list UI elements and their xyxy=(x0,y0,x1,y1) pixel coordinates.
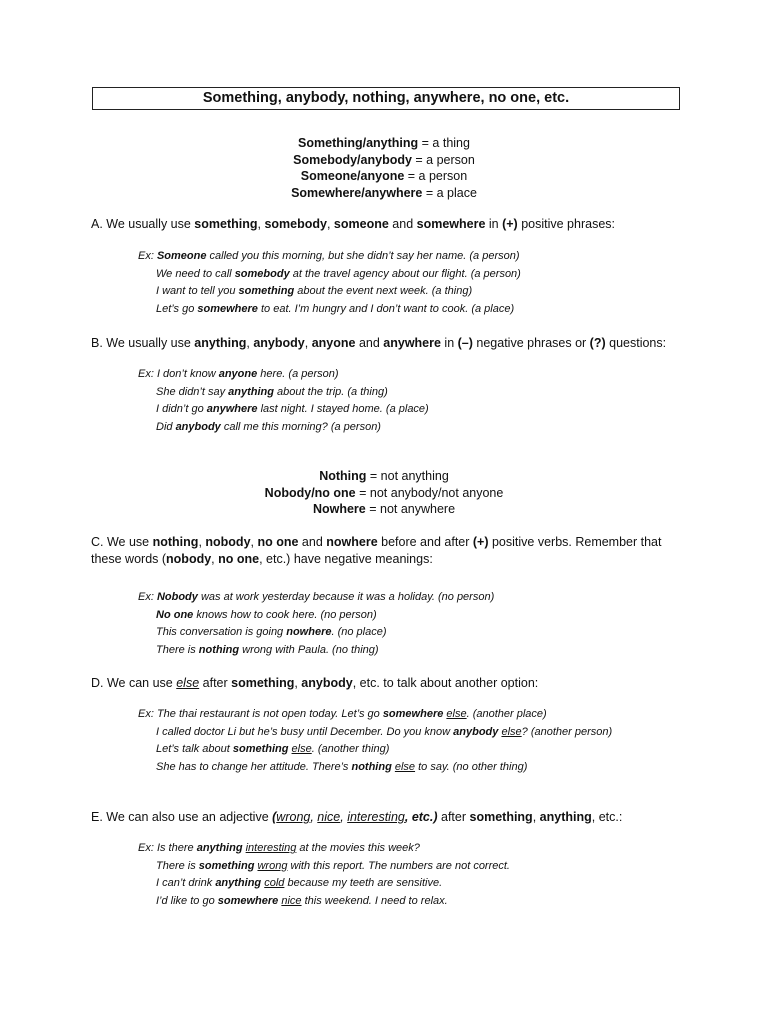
text-run: Let’s go xyxy=(156,302,198,315)
keyword: nothing xyxy=(351,760,392,773)
keyword: something xyxy=(231,676,295,690)
text-run: this weekend. I need to relax. xyxy=(301,894,448,907)
keyword: somewhere xyxy=(217,894,279,907)
text-run: A. We usually use xyxy=(91,217,195,231)
rule-d xyxy=(91,675,691,692)
example-line xyxy=(138,266,698,284)
keyword: someone xyxy=(333,217,389,231)
text-run: I didn’t go xyxy=(156,403,207,415)
text-run: , xyxy=(340,810,348,824)
keyword: no one xyxy=(257,535,299,549)
definition-term: Nowhere xyxy=(312,502,366,516)
definition-term: Nobody/no one xyxy=(264,485,356,500)
keyword: something xyxy=(469,810,533,824)
page-title: Something, anybody, nothing, anywhere, no one, etc. xyxy=(92,87,680,110)
example-line xyxy=(138,759,698,777)
definition-line xyxy=(0,168,768,185)
text-run: and xyxy=(388,217,417,231)
text-run: Ex: The thai restaurant is not open today. Let’s go xyxy=(138,708,383,720)
text-run: There is xyxy=(156,859,199,872)
keyword: anyone xyxy=(218,368,258,380)
text-run: at the travel agency about our flight. (a person) xyxy=(289,267,521,280)
definition-meaning: = a person xyxy=(404,169,468,183)
text-run: here. (a person) xyxy=(257,368,339,380)
keyword: (?) xyxy=(589,336,606,350)
definition-line xyxy=(0,135,768,152)
keyword: something xyxy=(232,743,289,755)
example-line xyxy=(138,607,698,625)
text-run: , xyxy=(294,676,302,690)
underlined-word: else xyxy=(446,708,467,720)
keyword: somewhere xyxy=(382,708,444,720)
text-run: There is xyxy=(156,643,199,656)
definition-meaning: = a person xyxy=(411,152,475,167)
keyword: (+) xyxy=(472,535,489,549)
keyword: anyone xyxy=(311,336,356,350)
example-line xyxy=(138,301,698,319)
underlined-word: cold xyxy=(264,877,285,889)
text-run: We need to call xyxy=(156,267,235,280)
example-line xyxy=(138,624,698,642)
text-run: I’d like to go xyxy=(156,894,218,907)
text-run: after xyxy=(199,676,232,690)
example-line xyxy=(138,858,698,876)
definition-term: Someone/anyone xyxy=(300,169,405,183)
example-line xyxy=(138,419,698,437)
definition-line xyxy=(0,501,768,518)
text-run: , xyxy=(250,535,258,549)
keyword: somebody xyxy=(264,217,327,231)
keyword: Someone xyxy=(156,250,207,262)
text-run: called you this morning, but she didn’t say her name. (a person) xyxy=(206,250,520,262)
example-line xyxy=(138,724,698,742)
text-run: with this report. The numbers are not correct. xyxy=(287,859,510,872)
text-run: , xyxy=(304,336,312,350)
examples-a xyxy=(138,248,698,318)
text-run: I called doctor Li but he’s busy until December. Do you know xyxy=(156,725,454,738)
keyword: anything xyxy=(215,877,262,889)
definition-meaning: = not anybody/not anyone xyxy=(355,485,504,500)
underlined-word: else xyxy=(176,676,200,690)
text-run: and xyxy=(298,535,327,549)
examples-b xyxy=(138,366,698,436)
keyword: , etc.) xyxy=(404,810,438,824)
keyword: no one xyxy=(218,551,260,566)
definition-term: Something/anything xyxy=(298,136,419,150)
keyword: anywhere xyxy=(206,403,258,415)
keyword: anything xyxy=(196,842,243,854)
text-run: positive phrases: xyxy=(517,217,615,231)
definition-line xyxy=(0,185,768,202)
text-run: after xyxy=(437,810,470,824)
example-line xyxy=(138,706,698,724)
text-run: about the trip. (a thing) xyxy=(274,385,388,398)
text-run: I can’t drink xyxy=(156,877,216,889)
keyword: anybody xyxy=(175,420,221,433)
text-run: Ex: xyxy=(138,250,157,262)
definition-term: Somewhere/anywhere xyxy=(291,185,423,200)
definition-meaning: = not anything xyxy=(366,469,449,483)
definition-line xyxy=(0,152,768,169)
text-run: wrong with Paula. (no thing) xyxy=(239,643,379,656)
text-run: I want to tell you xyxy=(156,285,239,297)
text-run: was at work yesterday because it was a holiday. (no person) xyxy=(197,591,495,603)
underlined-word: else xyxy=(501,725,522,738)
keyword: somewhere xyxy=(197,302,258,315)
keyword: nobody xyxy=(166,551,212,566)
text-run: , xyxy=(310,810,318,824)
keyword: nobody xyxy=(205,535,251,549)
text-run: Ex: Is there xyxy=(138,842,197,854)
keyword: ( xyxy=(272,810,277,824)
text-run: in xyxy=(440,336,458,350)
text-run: This conversation is going xyxy=(156,626,287,638)
keyword: nothing xyxy=(198,643,240,656)
text-run: She has to change her attitude. There’s xyxy=(156,760,352,773)
keyword: anything xyxy=(194,336,247,350)
underlined-word: else xyxy=(291,743,312,755)
text-run: and xyxy=(355,336,384,350)
text-run: Let’s talk about xyxy=(156,743,233,755)
keyword: anybody xyxy=(253,336,305,350)
keyword: somewhere xyxy=(416,217,486,231)
keyword: anything xyxy=(228,385,274,398)
underlined-word: interesting xyxy=(347,810,405,824)
definitions-no xyxy=(0,468,768,518)
text-run: D. We can use xyxy=(91,676,177,690)
text-run: because my teeth are sensitive. xyxy=(284,877,443,889)
underlined-word: wrong xyxy=(276,810,311,824)
text-run: She didn’t say xyxy=(156,385,229,398)
examples-d xyxy=(138,706,698,776)
example-line xyxy=(138,248,698,266)
example-line xyxy=(138,875,698,893)
text-run: , xyxy=(326,217,334,231)
definition-meaning: = a thing xyxy=(418,136,470,150)
keyword: nowhere xyxy=(326,535,378,549)
text-run: C. We use xyxy=(91,535,153,549)
text-run: B. We usually use xyxy=(91,336,195,350)
rule-c xyxy=(91,534,691,567)
example-line xyxy=(138,384,698,402)
definition-meaning: = not anywhere xyxy=(365,502,456,516)
text-run: , xyxy=(257,217,265,231)
text-run: . (no place) xyxy=(331,626,387,638)
text-run: , xyxy=(246,336,254,350)
keyword: something xyxy=(198,859,255,872)
text-run: before and after xyxy=(377,535,473,549)
text-run: , etc. to talk about another option: xyxy=(352,676,539,690)
definition-line xyxy=(0,485,768,502)
text-run: in xyxy=(485,217,503,231)
text-run: to say. (no other thing) xyxy=(415,760,528,773)
text-run: Ex: xyxy=(138,591,157,603)
definitions-some-any xyxy=(0,135,768,201)
keyword: somebody xyxy=(234,267,290,280)
text-run: , etc.) have negative meanings: xyxy=(259,551,433,566)
underlined-word: wrong xyxy=(257,859,288,872)
keyword: anything xyxy=(539,810,592,824)
definition-line xyxy=(0,468,768,485)
text-run: , etc.: xyxy=(591,810,623,824)
examples-c xyxy=(138,589,698,659)
text-run: at the movies this week? xyxy=(296,842,420,854)
text-run: Ex: I don’t know xyxy=(138,368,219,380)
text-run: , xyxy=(211,551,219,566)
example-line xyxy=(138,642,698,660)
rule-a xyxy=(91,216,691,233)
text-run: questions: xyxy=(605,336,667,350)
keyword: something xyxy=(194,217,258,231)
text-run: E. We can also use an adjective xyxy=(91,810,273,824)
text-run: negative phrases or xyxy=(472,336,590,350)
text-run: knows how to cook here. (no person) xyxy=(193,608,377,621)
example-line xyxy=(138,283,698,301)
keyword: nowhere xyxy=(286,626,332,638)
text-run: positive verbs. Remember that these words ( xyxy=(91,535,662,566)
definition-term: Somebody/anybody xyxy=(293,152,412,167)
keyword: (–) xyxy=(457,336,473,350)
text-run: . (another place) xyxy=(466,708,547,720)
rule-b xyxy=(91,335,691,352)
example-line xyxy=(138,840,698,858)
example-line xyxy=(138,401,698,419)
keyword: something xyxy=(238,285,295,297)
text-run: . (another thing) xyxy=(311,743,390,755)
example-line xyxy=(138,589,698,607)
keyword: anybody xyxy=(301,676,353,690)
text-run: Did xyxy=(156,420,176,433)
text-run: call me this morning? (a person) xyxy=(220,420,381,433)
examples-e xyxy=(138,840,698,910)
keyword: Nobody xyxy=(156,591,198,603)
text-run: last night. I stayed home. (a place) xyxy=(257,403,429,415)
text-run: , xyxy=(198,535,206,549)
example-line xyxy=(138,366,698,384)
text-run: , xyxy=(532,810,540,824)
rule-e xyxy=(91,809,691,826)
underlined-word: nice xyxy=(317,810,341,824)
text-run: ? (another person) xyxy=(521,725,613,738)
keyword: nothing xyxy=(152,535,199,549)
text-run: to eat. I’m hungry and I don’t want to cook. (a place) xyxy=(257,302,515,315)
example-line xyxy=(138,893,698,911)
example-line xyxy=(138,741,698,759)
underlined-word: nice xyxy=(281,894,302,907)
keyword: anybody xyxy=(453,725,499,738)
underlined-word: else xyxy=(394,760,416,773)
definition-term: Nothing xyxy=(319,469,367,483)
underlined-word: interesting xyxy=(245,842,297,854)
keyword: No one xyxy=(156,608,194,621)
keyword: anywhere xyxy=(383,336,441,350)
text-run: about the event next week. (a thing) xyxy=(294,285,473,297)
definition-meaning: = a place xyxy=(422,185,477,200)
keyword: (+) xyxy=(502,217,518,231)
